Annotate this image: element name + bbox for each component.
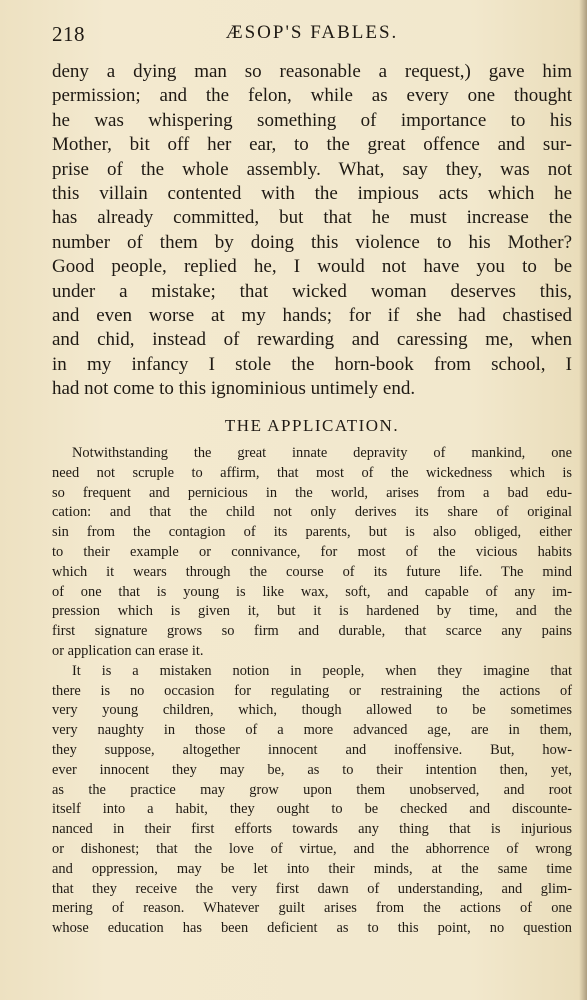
text-line: first signature grows so firm and durable, that scarce any pains	[52, 623, 572, 640]
running-title: ÆSOP'S FABLES.	[225, 22, 399, 43]
text-line: very young children, which, though allowed to be sometimes	[52, 702, 572, 719]
text-line: sin from the contagion of its parents, but is also obliged, either	[52, 524, 572, 541]
text-line: they suppose, altogether innocent and inoffensive. But, how-	[52, 741, 572, 758]
text-line: itself into a habit, they ought to be checked and discounte-	[52, 801, 572, 818]
text-line: in my infancy I stole the horn-book from school, I	[52, 353, 572, 375]
text-line: prise of the whole assembly. What, say they, was not	[52, 158, 572, 180]
text-line: has already committed, but that he must increase the	[52, 207, 572, 229]
text-line: as the practice may grow upon them unobserved, and root	[52, 781, 572, 798]
text-line: he was whispering something of importance to his	[52, 109, 572, 131]
text-line: nanced in their first efforts towards any thing that is injurious	[52, 821, 572, 838]
text-line: It is a mistaken notion in people, when they imagine that	[72, 662, 572, 679]
page-edge-shadow	[579, 0, 587, 1000]
text-line: need not scruple to affirm, that most of the wickedness which is	[52, 464, 572, 481]
text-line: there is no occasion for regulating or restraining the actions of	[52, 682, 572, 699]
text-line: which it wears through the course of its future life. The mind	[52, 563, 572, 580]
text-line: of one that is young is like wax, soft, and capable of any im-	[52, 583, 572, 600]
running-head	[52, 22, 572, 48]
text-line: pression which is given it, but it is hardened by time, and the	[52, 603, 572, 620]
text-line: deny a dying man so reasonable a request,) gave him	[52, 61, 572, 82]
text-line: that they receive the very first dawn of understanding, and glim-	[52, 880, 572, 897]
text-line: cation: and that the child not only derives its share of original	[52, 504, 572, 521]
text-line: to their example or connivance, for most of the vicious habits	[52, 543, 572, 560]
text-line: under a mistake; that wicked woman deserves this,	[52, 280, 572, 302]
text-line: had not come to this ignominious untimely end.	[52, 378, 416, 400]
text-line: and even worse at my hands; for if she had chastised	[52, 304, 572, 326]
text-line: or application can erase it.	[52, 642, 204, 659]
text-line: Good people, replied he, I would not have you to be	[52, 256, 572, 278]
text-line: very naughty in those of a more advanced age, are in them,	[52, 722, 572, 739]
text-line: Mother, bit off her ear, to the great offence and sur-	[52, 134, 572, 156]
text-line: permission; and the felon, while as every one thought	[52, 85, 572, 107]
text-line: and oppression, may be let into their minds, at the same time	[52, 860, 572, 877]
text-line: and chid, instead of rewarding and caressing me, when	[52, 329, 572, 351]
fable-text	[52, 60, 572, 401]
text-line: this villain contented with the impious acts which he	[52, 182, 572, 204]
page-number: 218	[52, 22, 85, 46]
text-line: number of them by doing this violence to his Mother?	[52, 231, 572, 253]
text-line: mering of reason. Whatever guilt arises from the actions of one	[52, 900, 572, 917]
text-line: whose education has been deficient as to this point, no question	[52, 920, 572, 937]
text-line: ever innocent they may be, as to their intention then, yet,	[52, 761, 572, 778]
text-line: so frequent and pernicious in the world, arises from a bad edu-	[52, 484, 572, 501]
application-text	[52, 444, 572, 939]
text-line: or dishonest; that the love of virtue, and the abhorrence of wrong	[52, 840, 572, 857]
application-heading: THE APPLICATION.	[224, 416, 400, 435]
text-line: Notwithstanding the great innate depravity of mankind, one	[72, 445, 572, 461]
